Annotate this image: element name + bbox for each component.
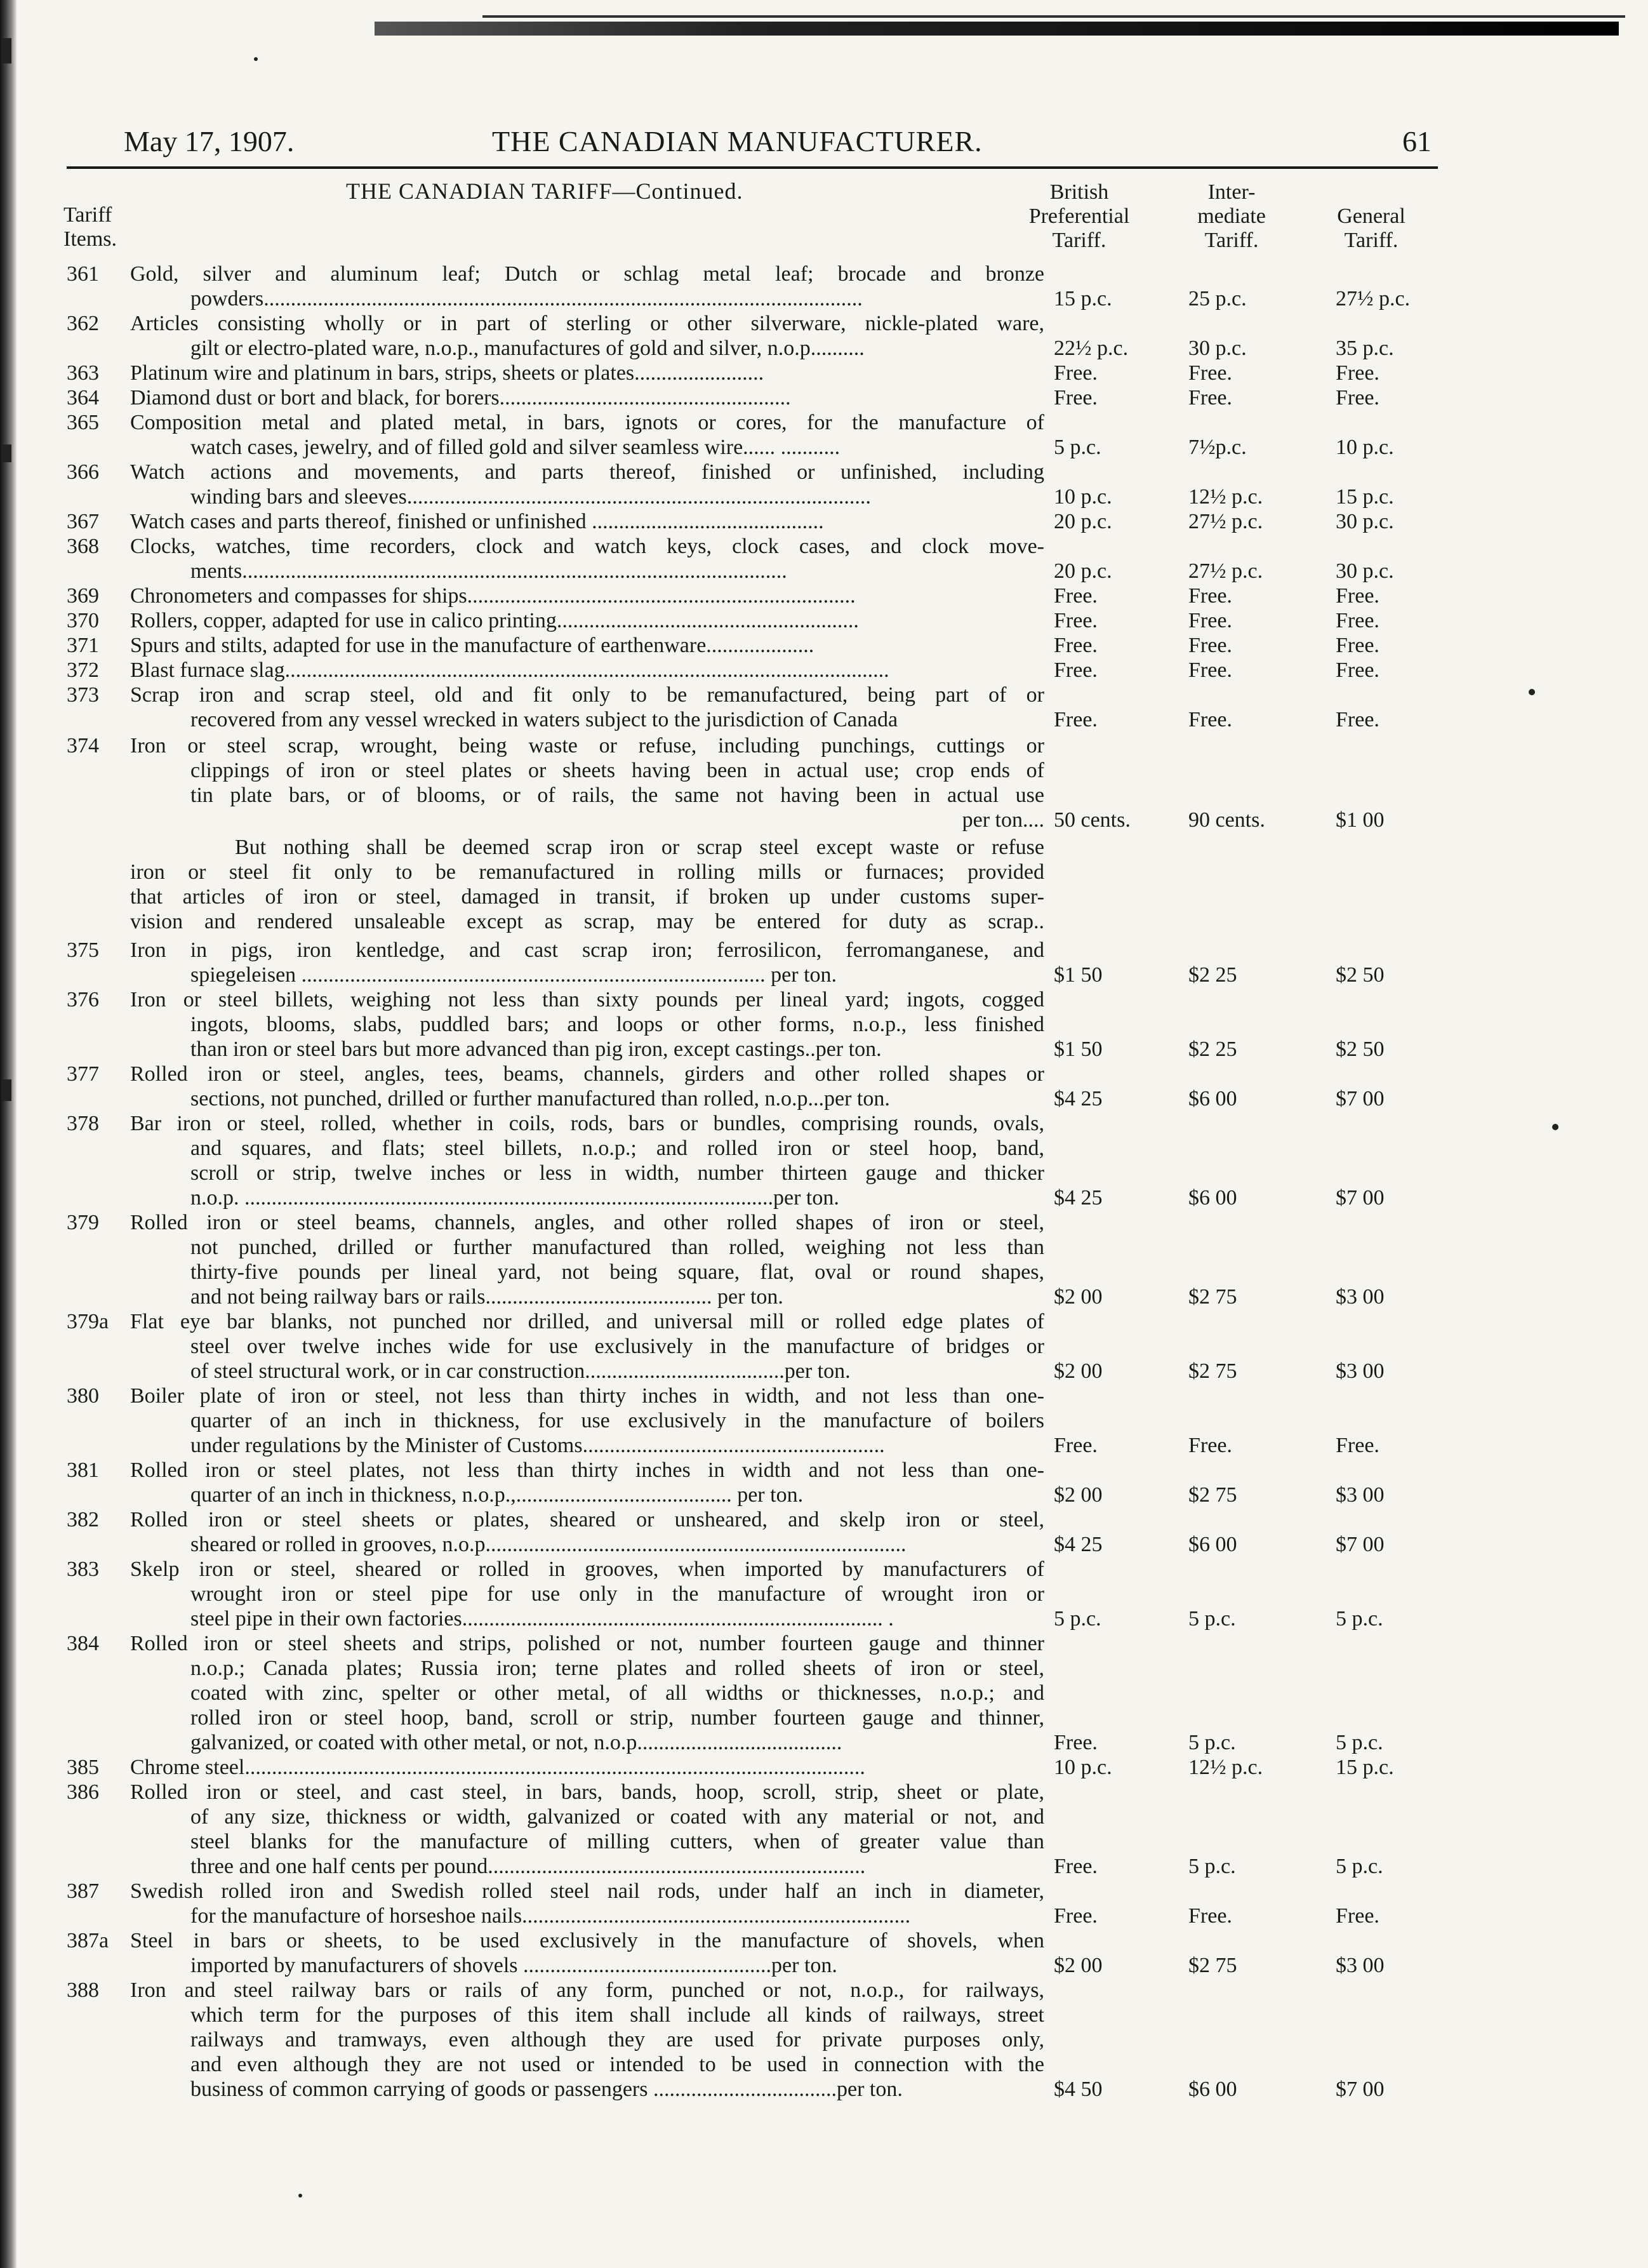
tariff-item-description <box>130 1507 1044 1557</box>
tariff-item-number: 374 <box>67 734 99 757</box>
tariff-item-number: 367 <box>67 510 99 533</box>
col-header-intermediate <box>1155 180 1308 253</box>
description-line: Iron and steel railway bars or rails of any form, punched or not, n.o.p., for railways, <box>130 1978 1044 2002</box>
tariff-item-number: 371 <box>67 634 99 657</box>
description-line: Chrome steel................................................................................................................... <box>130 1756 865 1779</box>
description-line: and not being railway bars or rails.......................................... per ton. <box>190 1285 783 1309</box>
description-line: not punched, drilled or further manufactured than rolled, weighing not less than <box>190 1236 1044 1259</box>
rate-general: 5 p.c. <box>1336 1855 1383 1878</box>
description-line: Platinum wire and platinum in bars, strips, sheets or plates........................ <box>130 361 764 385</box>
tariff-item-description <box>130 1928 1044 1978</box>
rate-general: Free. <box>1336 361 1379 385</box>
rate-intermediate: $2 75 <box>1188 1359 1237 1383</box>
description-line: under regulations by the Minister of Customs........................................................ <box>190 1434 885 1457</box>
rate-british-preferential: 5 p.c. <box>1054 436 1101 459</box>
rate-british-preferential: $2 00 <box>1054 1359 1103 1383</box>
description-line: vision and rendered unsaleable except as scrap, may be entered for duty as scrap.. <box>130 910 1044 933</box>
rate-general: Free. <box>1336 584 1379 608</box>
rate-british-preferential: Free. <box>1054 584 1098 608</box>
rate-british-preferential: Free. <box>1054 1434 1098 1457</box>
rate-intermediate: Free. <box>1188 634 1232 657</box>
rate-general: $2 50 <box>1336 963 1385 987</box>
description-line: Rollers, copper, adapted for use in calico printing........................................................ <box>130 609 859 632</box>
tariff-item-description <box>130 1210 1044 1309</box>
description-line: winding bars and sleeves...................................................................................... <box>190 485 871 509</box>
rate-intermediate: Free. <box>1188 584 1232 608</box>
tariff-item-description <box>130 938 1044 987</box>
tariff-item-description <box>130 835 1044 934</box>
description-line: railways and tramways, even although they are used for private purposes only, <box>190 2028 1044 2051</box>
rate-general: Free. <box>1336 658 1379 682</box>
description-line: Steel in bars or sheets, to be used exclusively in the manufacture of shovels, when <box>130 1929 1044 1952</box>
tariff-item-description <box>130 683 1044 732</box>
description-line: imported by manufacturers of shovels ..............................................per ton. <box>190 1954 837 1977</box>
description-line: coated with zinc, spelter or other metal, of all widths or thicknesses, n.o.p.; and <box>190 1681 1044 1705</box>
rate-general: $3 00 <box>1336 1483 1385 1507</box>
description-line: Gold, silver and aluminum leaf; Dutch or schlag metal leaf; brocade and bronze <box>130 262 1044 286</box>
tariff-item-number: 385 <box>67 1756 99 1779</box>
rate-british-preferential: Free. <box>1054 1731 1098 1754</box>
description-line: n.o.p.; Canada plates; Russia iron; terne plates and rolled sheets of iron or steel, <box>190 1657 1044 1680</box>
rate-general: $3 00 <box>1336 1359 1385 1383</box>
description-line: for the manufacture of horseshoe nails........................................................................ <box>190 1904 911 1928</box>
tariff-item-description <box>130 1755 1044 1780</box>
book-spine-edge <box>0 0 17 2268</box>
rate-intermediate: 5 p.c. <box>1188 1731 1236 1754</box>
description-line: powders............................................................................................................... <box>190 287 863 310</box>
tariff-item-description <box>130 1111 1044 1210</box>
col-header-british-line: Tariff. <box>1052 229 1106 252</box>
tariff-item-number: 361 <box>67 262 99 286</box>
rate-british-preferential: $4 25 <box>1054 1087 1103 1111</box>
tariff-item-number: 387a <box>67 1929 109 1952</box>
tariff-item-number: 375 <box>67 938 99 962</box>
tariff-item-description <box>130 1062 1044 1111</box>
rate-british-preferential: Free. <box>1054 1904 1098 1928</box>
rate-general: 30 p.c. <box>1336 559 1394 583</box>
tariff-item-number: 380 <box>67 1384 99 1408</box>
rate-british-preferential: $4 25 <box>1054 1186 1103 1210</box>
rate-british-preferential: $2 00 <box>1054 1285 1103 1309</box>
description-line: Boiler plate of iron or steel, not less than thirty inches in width, and not less than one- <box>130 1384 1044 1408</box>
rate-general: 27½ p.c. <box>1336 287 1411 310</box>
tariff-item-description <box>130 658 1044 683</box>
rate-british-preferential: 20 p.c. <box>1054 559 1112 583</box>
rate-british-preferential: Free. <box>1054 386 1098 410</box>
tariff-item-description <box>130 311 1044 361</box>
rate-british-preferential: 5 p.c. <box>1054 1607 1101 1631</box>
tariff-item-number: 381 <box>67 1458 99 1482</box>
tariff-item-description <box>130 1879 1044 1928</box>
tariff-item-number: 368 <box>67 535 99 558</box>
tariff-item-description <box>130 460 1044 509</box>
tariff-item-number: 372 <box>67 658 99 682</box>
col-header-british <box>997 180 1162 253</box>
rate-intermediate: $6 00 <box>1188 1186 1237 1210</box>
rate-intermediate: Free. <box>1188 1434 1232 1457</box>
description-line: iron or steel fit only to be remanufactured in rolling mills or furnaces; provided <box>130 860 1044 884</box>
rate-intermediate: 5 p.c. <box>1188 1855 1236 1878</box>
rate-general: 30 p.c. <box>1336 510 1394 533</box>
tariff-item-description <box>130 385 1044 410</box>
description-line: Skelp iron or steel, sheared or rolled in grooves, when imported by manufacturers of <box>130 1558 1044 1581</box>
tariff-item-description <box>130 1384 1044 1458</box>
rate-british-preferential: $1 50 <box>1054 1037 1103 1061</box>
rate-general: 5 p.c. <box>1336 1607 1383 1631</box>
description-line: Rolled iron or steel plates, not less than thirty inches in width and not less than one- <box>130 1458 1044 1482</box>
rate-general: $7 00 <box>1336 1186 1385 1210</box>
tariff-item-number: 379a <box>67 1310 109 1333</box>
description-line: business of common carrying of goods or passengers ..................................per ton. <box>190 2078 903 2101</box>
rate-general: $3 00 <box>1336 1954 1385 1977</box>
description-line: Iron or steel scrap, wrought, being waste or refuse, including punchings, cuttings or <box>130 734 1044 757</box>
tariff-item-description <box>130 584 1044 608</box>
tariff-item-description <box>130 608 1044 633</box>
tariff-item-description <box>130 1458 1044 1507</box>
description-line: Chronometers and compasses for ships........................................................................ <box>130 584 856 608</box>
tariff-item-number: 378 <box>67 1112 99 1135</box>
rate-general: 15 p.c. <box>1336 1756 1394 1779</box>
rate-general: $7 00 <box>1336 2078 1385 2101</box>
description-line: spiegeleisen ...................................................................................... per ton. <box>190 963 837 987</box>
rate-intermediate: $2 75 <box>1188 1285 1237 1309</box>
tariff-item-number: 366 <box>67 460 99 484</box>
rate-intermediate: 30 p.c. <box>1188 337 1247 360</box>
description-line: steel pipe in their own factories.............................................................................. . <box>190 1607 894 1631</box>
rate-general: Free. <box>1336 609 1379 632</box>
tariff-item-number: 387 <box>67 1879 99 1903</box>
publication-title: THE CANADIAN MANUFACTURER. <box>492 125 983 157</box>
rate-general: $3 00 <box>1336 1285 1385 1309</box>
rate-british-preferential: 10 p.c. <box>1054 485 1112 509</box>
description-line: Iron or steel billets, weighing not less than sixty pounds per lineal yard; ingots, cogged <box>130 988 1044 1011</box>
rate-british-preferential: $2 00 <box>1054 1954 1103 1977</box>
rate-general: 5 p.c. <box>1336 1731 1383 1754</box>
rate-british-preferential: $4 25 <box>1054 1533 1103 1556</box>
description-line: watch cases, jewelry, and of filled gold and silver seamless wire...... ........... <box>190 436 841 459</box>
description-line: Articles consisting wholly or in part of sterling or other silverware, nickle-plated ware, <box>130 312 1044 335</box>
description-line: scroll or strip, twelve inches or less in width, number thirteen gauge and thicker <box>190 1161 1044 1185</box>
rate-intermediate: 90 cents. <box>1188 808 1265 832</box>
description-line: of any size, thickness or width, galvanized or coated with any material or not, and <box>190 1805 1044 1829</box>
top-print-rule-thin <box>482 15 1625 18</box>
rate-british-preferential: 50 cents. <box>1054 808 1131 832</box>
description-line: Diamond dust or bort and black, for borers...................................................... <box>130 386 791 410</box>
print-speck <box>1552 1124 1558 1130</box>
description-line: per ton.... <box>962 808 1044 832</box>
rate-british-preferential: 22½ p.c. <box>1054 337 1129 360</box>
page-number: 61 <box>1402 125 1432 157</box>
tariff-item-description <box>130 262 1044 311</box>
description-line: sheared or rolled in grooves, n.o.p.............................................................................. <box>190 1533 907 1556</box>
description-line: Watch actions and movements, and parts thereof, finished or unfinished, including <box>130 460 1044 484</box>
description-line: Rolled iron or steel sheets and strips, polished or not, number fourteen gauge and thinner <box>130 1632 1044 1655</box>
header-rule <box>67 166 1438 169</box>
description-line: three and one half cents per pound...................................................................... <box>190 1855 866 1878</box>
description-line: sections, not punched, drilled or further manufactured than rolled, n.o.p...per ton. <box>190 1087 890 1111</box>
rate-intermediate: 12½ p.c. <box>1188 1756 1263 1779</box>
rate-british-preferential: 10 p.c. <box>1054 1756 1112 1779</box>
description-line: wrought iron or steel pipe for use only in the manufacture of wrought iron or <box>190 1582 1044 1606</box>
tariff-item-number: 364 <box>67 386 99 410</box>
rate-british-preferential: Free. <box>1054 361 1098 385</box>
tariff-item-number: 369 <box>67 584 99 608</box>
tariff-item-description <box>130 1309 1044 1384</box>
col-header-general-line: General <box>1337 204 1405 228</box>
description-line: Rolled iron or steel beams, channels, angles, and other rolled shapes of iron or steel, <box>130 1211 1044 1234</box>
description-line: and squares, and flats; steel billets, n.o.p.; and rolled iron or steel hoop, band, <box>190 1137 1044 1160</box>
tariff-item-number: 370 <box>67 609 99 632</box>
description-line: and even although they are not used or intended to be used in connection with the <box>190 2053 1044 2076</box>
rate-intermediate: 27½ p.c. <box>1188 559 1263 583</box>
rate-general: $2 50 <box>1336 1037 1385 1061</box>
tariff-item-number: 384 <box>67 1632 99 1655</box>
rate-intermediate: $2 25 <box>1188 963 1237 987</box>
description-line: steel blanks for the manufacture of milling cutters, when of greater value than <box>190 1830 1044 1853</box>
rate-british-preferential: $2 00 <box>1054 1483 1103 1507</box>
print-speck <box>254 57 258 61</box>
rate-british-preferential: Free. <box>1054 708 1098 731</box>
description-line: thirty-five pounds per lineal yard, not being square, flat, oval or round shapes, <box>190 1260 1044 1284</box>
rate-intermediate: Free. <box>1188 361 1232 385</box>
col-header-intermediate-line: Inter- <box>1207 180 1256 204</box>
rate-british-preferential: $4 50 <box>1054 2078 1103 2101</box>
rate-general: Free. <box>1336 1904 1379 1928</box>
print-speck <box>298 2194 302 2198</box>
description-line: clippings of iron or steel plates or sheets having been in actual use; crop ends of <box>190 759 1044 782</box>
tariff-item-description <box>130 534 1044 584</box>
rate-general: Free. <box>1336 386 1379 410</box>
description-line: But nothing shall be deemed scrap iron or scrap steel except waste or refuse <box>235 836 1044 859</box>
tariff-item-number: 376 <box>67 988 99 1011</box>
rate-general: Free. <box>1336 1434 1379 1457</box>
rate-intermediate: Free. <box>1188 609 1232 632</box>
tariff-item-number: 363 <box>67 361 99 385</box>
col-header-general-line: Tariff. <box>1344 229 1399 252</box>
description-line: recovered from any vessel wrecked in waters subject to the jurisdiction of Canada <box>190 708 898 731</box>
description-line: steel over twelve inches wide for use exclusively in the manufacture of bridges or <box>190 1335 1044 1358</box>
description-line: Composition metal and plated metal, in bars, ignots or cores, for the manufacture of <box>130 411 1044 434</box>
description-line: Swedish rolled iron and Swedish rolled steel nail rods, under half an inch in diameter, <box>130 1879 1044 1903</box>
description-line: quarter of an inch in thickness, n.o.p.,........................................ per ton. <box>190 1483 804 1507</box>
rate-british-preferential: Free. <box>1054 1855 1098 1878</box>
tariff-item-description <box>130 509 1044 534</box>
col-header-intermediate-line: mediate <box>1197 204 1266 228</box>
rate-general: 35 p.c. <box>1336 337 1394 360</box>
tariff-item-description <box>130 1978 1044 2102</box>
issue-date: May 17, 1907. <box>124 125 295 157</box>
description-line: quarter of an inch in thickness, for use exclusively in the manufacture of boilers <box>190 1409 1044 1432</box>
rate-intermediate: Free. <box>1188 708 1232 731</box>
description-line: Blast furnace slag................................................................................................................ <box>130 658 889 682</box>
rate-intermediate: 12½ p.c. <box>1188 485 1263 509</box>
rate-general: $7 00 <box>1336 1087 1385 1111</box>
rate-british-preferential: 15 p.c. <box>1054 287 1112 310</box>
rate-general: Free. <box>1336 708 1379 731</box>
description-line: Iron in pigs, iron kentledge, and cast scrap iron; ferrosilicon, ferromanganese, and <box>130 938 1044 962</box>
section-title: THE CANADIAN TARIFF—Continued. <box>346 178 743 204</box>
tariff-item-number: 386 <box>67 1780 99 1804</box>
description-line: ingots, blooms, slabs, puddled bars; and loops or other forms, n.o.p., less finished <box>190 1013 1044 1036</box>
rate-intermediate: $2 75 <box>1188 1954 1237 1977</box>
tariff-item-description <box>130 1557 1044 1631</box>
rate-intermediate: 7½p.c. <box>1188 436 1247 459</box>
print-speck <box>1529 689 1535 695</box>
description-line: Flat eye bar blanks, not punched nor drilled, and universal mill or rolled edge plates of <box>130 1310 1044 1333</box>
rate-intermediate: 25 p.c. <box>1188 287 1247 310</box>
description-line: Watch cases and parts thereof, finished or unfinished ........................................... <box>130 510 824 533</box>
description-line: Clocks, watches, time recorders, clock and watch keys, clock cases, and clock move- <box>130 535 1044 558</box>
top-print-rule <box>375 22 1619 36</box>
col-header-british-line: Preferential <box>1028 204 1130 228</box>
rate-british-preferential: Free. <box>1054 658 1098 682</box>
tariff-item-number: 373 <box>67 683 99 707</box>
description-line: gilt or electro-plated ware, n.o.p., manufactures of gold and silver, n.o.p.......... <box>190 337 865 360</box>
spine-mark <box>3 38 11 63</box>
col-header-general <box>1308 204 1435 253</box>
tariff-item-description <box>130 733 1044 832</box>
col-header-items-line: Tariff <box>63 203 112 227</box>
rate-british-preferential: Free. <box>1054 634 1098 657</box>
description-line: which term for the purposes of this item shall include all kinds of railways, street <box>190 2003 1044 2027</box>
description-line: Scrap iron and scrap steel, old and fit only to be remanufactured, being part of or <box>130 683 1044 707</box>
description-line: n.o.p. ..................................................................................................per ton. <box>190 1186 839 1210</box>
rate-british-preferential: $1 50 <box>1054 963 1103 987</box>
description-line: Rolled iron or steel, and cast steel, in bars, bands, hoop, scroll, strip, sheet or plate, <box>130 1780 1044 1804</box>
tariff-item-description <box>130 633 1044 658</box>
description-line: ments..................................................................................................... <box>190 559 787 583</box>
tariff-item-number: 377 <box>67 1062 99 1086</box>
rate-intermediate: $2 75 <box>1188 1483 1237 1507</box>
rate-general: 15 p.c. <box>1336 485 1394 509</box>
col-header-british-line: British <box>1049 180 1109 204</box>
rate-british-preferential: Free. <box>1054 609 1098 632</box>
rate-general: 10 p.c. <box>1336 436 1394 459</box>
description-line: Spurs and stilts, adapted for use in the manufacture of earthenware.................... <box>130 634 814 657</box>
spine-mark <box>3 444 11 462</box>
tariff-item-number: 362 <box>67 312 99 335</box>
tariff-item-number: 365 <box>67 411 99 434</box>
rate-intermediate: Free. <box>1188 658 1232 682</box>
description-line: Bar iron or steel, rolled, whether in coils, rods, bars or bundles, comprising rounds, ovals, <box>130 1112 1044 1135</box>
tariff-item-description <box>130 987 1044 1062</box>
description-line: Rolled iron or steel sheets or plates, sheared or unsheared, and skelp iron or steel, <box>130 1508 1044 1531</box>
description-line: Rolled iron or steel, angles, tees, beams, channels, girders and other rolled shapes or <box>130 1062 1044 1086</box>
rate-intermediate: Free. <box>1188 386 1232 410</box>
rate-intermediate: Free. <box>1188 1904 1232 1928</box>
tariff-item-number: 379 <box>67 1211 99 1234</box>
description-line: galvanized, or coated with other metal, or not, n.o.p...................................... <box>190 1731 842 1754</box>
rate-intermediate: 5 p.c. <box>1188 1607 1236 1631</box>
description-line: than iron or steel bars but more advanced than pig iron, except castings..per ton. <box>190 1037 882 1061</box>
description-line: that articles of iron or steel, damaged in transit, if broken up under customs super- <box>130 885 1044 909</box>
col-header-items-line: Items. <box>63 227 117 251</box>
tariff-item-description <box>130 1631 1044 1755</box>
spine-mark <box>3 1079 11 1101</box>
tariff-item-number: 388 <box>67 1978 99 2002</box>
description-line: rolled iron or steel hoop, band, scroll or strip, number fourteen gauge and thinner, <box>190 1706 1044 1730</box>
description-line: tin plate bars, or of blooms, or of rails, the same not having been in actual use <box>190 784 1044 807</box>
rate-intermediate: $6 00 <box>1188 2078 1237 2101</box>
page-header <box>124 124 1432 163</box>
rate-general: $1 00 <box>1336 808 1385 832</box>
col-header-intermediate-line: Tariff. <box>1204 229 1259 252</box>
col-header-items <box>63 203 117 251</box>
rate-intermediate: $2 25 <box>1188 1037 1237 1061</box>
description-line: of steel structural work, or in car construction.....................................per ton. <box>190 1359 851 1383</box>
rate-intermediate: $6 00 <box>1188 1087 1237 1111</box>
rate-british-preferential: 20 p.c. <box>1054 510 1112 533</box>
rate-general: $7 00 <box>1336 1533 1385 1556</box>
rate-general: Free. <box>1336 634 1379 657</box>
tariff-item-description <box>130 1780 1044 1879</box>
tariff-item-description <box>130 410 1044 460</box>
tariff-item-number: 382 <box>67 1508 99 1531</box>
tariff-item-description <box>130 361 1044 385</box>
rate-intermediate: $6 00 <box>1188 1533 1237 1556</box>
rate-intermediate: 27½ p.c. <box>1188 510 1263 533</box>
tariff-item-number: 383 <box>67 1558 99 1581</box>
